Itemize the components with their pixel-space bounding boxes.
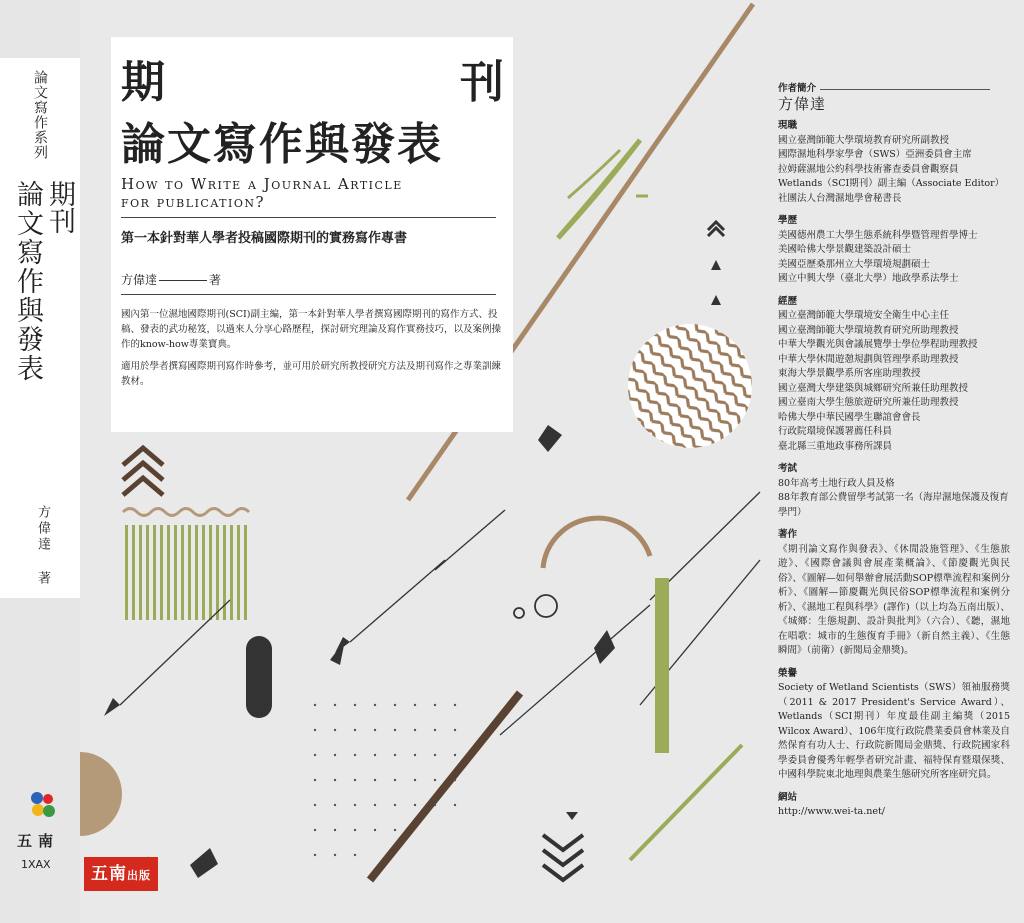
zigzag-pattern	[588, 290, 786, 488]
author-dash	[159, 280, 207, 281]
bio-line: 中華大學觀光與會議展覽學士學位學程助理教授	[778, 339, 978, 350]
english-title-line2: for publication?	[121, 193, 266, 211]
publisher-badge-name: 五南	[91, 864, 127, 884]
bio-section-title: 學歷	[778, 215, 798, 226]
bio-line: 哈佛大學中華民國學生聯誼會會長	[778, 411, 921, 423]
bio-line: 國立臺灣師範大學環境安全衛生中心主任	[778, 310, 950, 321]
diagonal-line-bottom	[370, 693, 520, 880]
divider	[820, 89, 990, 90]
bio-section-title: 經歷	[778, 295, 798, 307]
subtitle: 第一本針對華人學者投稿國際期刊的實務寫作專書	[121, 231, 408, 246]
title-char-right: 刊	[460, 57, 506, 108]
bio-line: 美國哈佛大學景觀建築設計碩士	[778, 244, 912, 255]
spine-title-main: 論文寫作與發表	[12, 180, 43, 383]
bio-section-title: 榮譽	[778, 667, 798, 679]
bio-line: 國立中興大學（臺北大學）地政學系法學士	[778, 273, 959, 284]
spine-publisher: 五南	[17, 832, 60, 850]
spine-author: 方偉達 著	[35, 505, 50, 587]
bio-section-title: 著作	[778, 529, 798, 540]
dot-grid	[314, 704, 456, 856]
bio-label: 作者簡介	[778, 83, 817, 94]
description-paragraph-1: 國內第一位濕地國際期刊(SCI)副主編，第一本針對華人學者撰寫國際期刊的寫作方式、投稿、發表的武功秘笈，以過來人分享心路歷程，探討研究理論及寫作實務技巧，以及案例操作的know-how專業寶典。	[121, 309, 502, 350]
diamond-shape	[538, 425, 562, 452]
english-title-line1: How to Write a Journal Article	[121, 175, 403, 193]
bio-line: 國際濕地科學家學會（SWS）亞洲委員會主席	[778, 149, 972, 160]
author-credit	[121, 271, 221, 288]
bio-line: 國立臺灣大學建築與城鄉研究所兼任助理教授	[778, 382, 969, 394]
publisher-badge	[84, 857, 158, 891]
bio-sections	[778, 119, 1010, 820]
vertical-bars	[125, 525, 247, 620]
bio-line: 社團法人台灣濕地學會秘書長	[778, 192, 902, 204]
publisher-logo-icon	[28, 790, 58, 820]
ring-shape	[514, 608, 524, 618]
bio-line: 80年高考土地行政人員及格	[778, 477, 895, 489]
arrow-line	[500, 605, 650, 735]
author-name: 方偉達	[121, 273, 158, 287]
chevron-down-icon	[543, 835, 583, 850]
diamond-shape	[594, 630, 615, 664]
spine-code: 1XAX	[21, 858, 51, 871]
author-suffix: 著	[209, 273, 222, 287]
bio-section-title: 網站	[778, 791, 798, 803]
olive-bar	[655, 578, 669, 753]
front-title-panel	[111, 37, 513, 432]
arrow-head-icon	[104, 698, 120, 716]
triangle-icon	[711, 260, 721, 270]
bio-section-title: 現職	[778, 120, 798, 131]
arc-shape	[543, 518, 650, 568]
arrow-line	[350, 560, 445, 642]
bio-line: http://www.wei-ta.net/	[778, 806, 885, 817]
half-circle	[80, 752, 122, 836]
divider	[121, 294, 496, 295]
ring-shape	[535, 595, 557, 617]
title-journal-row	[121, 59, 506, 107]
description-paragraph-2: 適用於學者撰寫國際期刊寫作時參考，並可用於研究所教授研究方法及期刊寫作之專業訓練教材。	[121, 361, 502, 387]
diagonal-line-right	[630, 745, 742, 860]
spine-series: 論文寫作系列	[32, 70, 48, 160]
bio-line: 國立臺南大學生態旅遊研究所兼任助理教授	[778, 397, 959, 408]
bio-line: 中華大學休閒遊憩規劃與管理學系助理教授	[778, 353, 959, 365]
bio-line: 行政院環境保護署薦任科員	[778, 426, 893, 437]
bio-line: 國立臺灣師範大學環境教育研究所副教授	[778, 134, 950, 146]
diamond-shape	[330, 640, 345, 665]
chevron-up-icon	[123, 478, 163, 495]
author-bio-panel	[778, 82, 1010, 820]
divider	[121, 217, 496, 218]
bio-section-title: 考試	[778, 463, 798, 474]
bio-line: 美國亞歷桑那州立大學環境規劃碩士	[778, 258, 931, 270]
page-title: 論文寫作與發表	[121, 119, 443, 170]
title-char-left: 期	[121, 57, 167, 108]
triangle-icon	[566, 812, 578, 820]
dark-pill	[246, 636, 272, 718]
spine-title-journal: 期刊	[44, 180, 75, 234]
bio-author-name: 方偉達	[778, 94, 827, 113]
bio-line: Wetlands（SCI期刊）副主編（Associate Editor）	[778, 178, 1005, 189]
bio-line: 國立臺灣師範大學環境教育研究所助理教授	[778, 324, 959, 336]
arrow-line	[435, 510, 505, 570]
bio-paragraph: 《期刊論文寫作與發表》、《休閒設施管理》、《生態旅遊》、《國際會議與會展產業概論》、《節慶觀光與民俗》、《圖解—如何舉辦會展活動SOP標準流程和案例分析》、《圖解—節慶觀光與民俗SOP標準流程和案例分析》、《濕地工程與科學》(譯作)（以上均為五南出版）、《城鄉：生態規劃、設計與批判》（六合）、《聽，濕地在唱歌：城市的生態復育手冊》（新自然主義）、《生態瞬間》（前衛）(新聞局金鼎獎)。	[778, 543, 1010, 656]
bio-line: 拉姆薩濕地公約科學技術審查委員會觀察員	[778, 163, 959, 175]
bio-line: 臺北縣三重地政事務所課員	[778, 440, 893, 452]
bio-line: 美國德州農工大學生態系統科學暨管理哲學博士	[778, 229, 978, 241]
diamond-shape	[190, 848, 218, 878]
triangle-icon	[711, 295, 721, 305]
bio-line: 88年教育部公費留學考試第一名（海岸濕地保護及復育學門）	[778, 492, 1009, 518]
bio-paragraph: Society of Wetland Scientists（SWS）領袖服務獎（2011 & 2017 President's Service Award）、Wetlands（SCI期刊）年度最佳副主編獎（2015 Wilcox Award）、106年度行政院農業委員會林業及自然保育有功人士、行政院新聞局金鼎獎、行政院國家科學委員會優秀年輕學者研究計畫、福特保育暨環保獎、中國科學院東北地理與農業生態研究所客座研究員。	[778, 682, 1010, 780]
bio-line: 東海大學景觀學系所客座助理教授	[778, 368, 921, 379]
wavy-line	[123, 509, 249, 516]
publisher-badge-suffix: 出版	[127, 869, 151, 882]
